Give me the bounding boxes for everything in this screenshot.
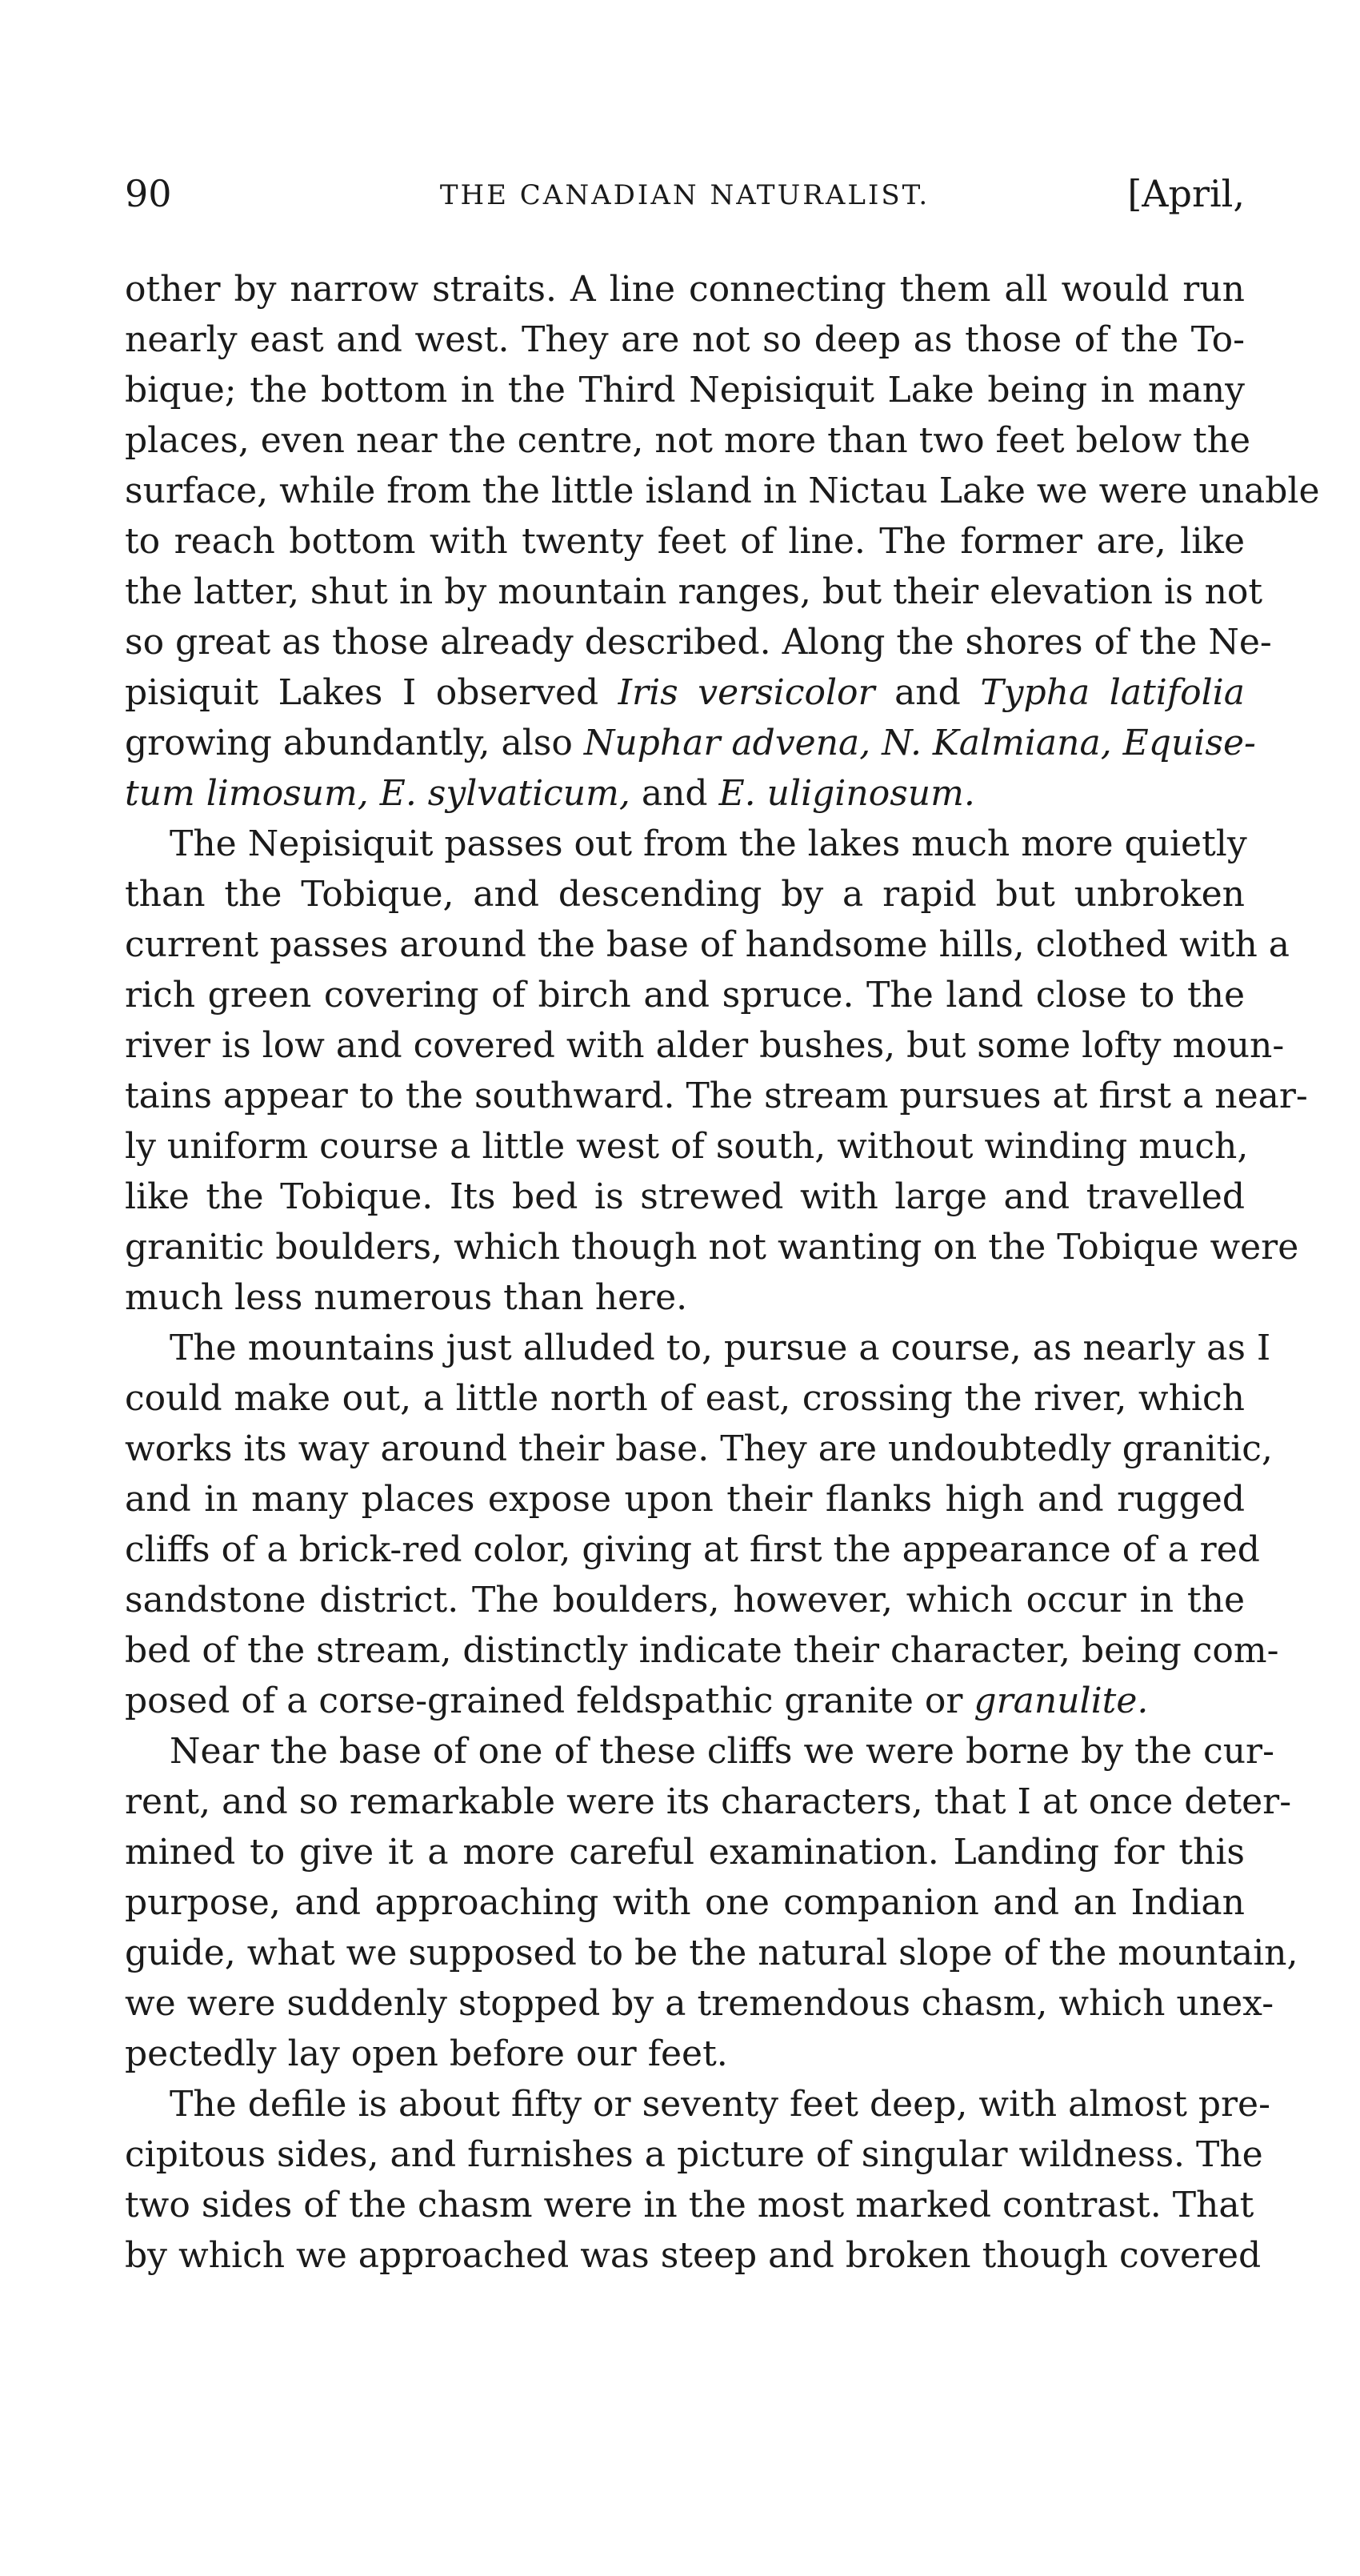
text-line: ly uniform course a little west of south, without winding much, xyxy=(125,1126,1249,1167)
text-line: so great as those already described. Along the shores of the Ne- xyxy=(125,622,1272,663)
text-line: mined to give it a more careful examination. Landing for this xyxy=(125,1832,1245,1873)
text-line: other by narrow straits. A line connecting them all would run xyxy=(125,269,1245,310)
issue-month: [April, xyxy=(1127,172,1245,215)
text-line: granitic boulders, which though not wanting on the Tobique were xyxy=(125,1227,1299,1268)
text-line: the latter, shut in by mountain ranges, but their elevation is not xyxy=(125,571,1263,612)
paragraph-5 xyxy=(125,2079,1270,2281)
text-line: bed of the stream, distinctly indicate their character, being com- xyxy=(125,1630,1279,1671)
body-text xyxy=(125,264,1320,2281)
paragraph-1 xyxy=(125,264,1320,819)
text-line: could make out, a little north of east, crossing the river, which xyxy=(125,1378,1245,1419)
text-line: like the Tobique. Its bed is strewed with large and travelled xyxy=(125,1176,1245,1217)
text-line: current passes around the base of handsome hills, clothed with a xyxy=(125,924,1290,965)
text-line xyxy=(125,718,1256,768)
text-line xyxy=(125,768,1245,819)
paragraph-2 xyxy=(125,819,1308,1323)
species-name: E. uliginosum. xyxy=(718,773,975,814)
text-line: pectedly lay open before our feet. xyxy=(125,2033,728,2074)
text-line: much less numerous than here. xyxy=(125,1277,688,1318)
species-name: tum limosum, E. sylvaticum, xyxy=(125,773,630,814)
paragraph-3 xyxy=(125,1323,1279,1726)
text-line: to reach bottom with twenty feet of line. The former are, like xyxy=(125,521,1245,562)
text-line: we were suddenly stopped by a tremendous chasm, which unex- xyxy=(125,1983,1274,2024)
text-line: tains appear to the southward. The stream pursues at first a near- xyxy=(125,1076,1308,1116)
rock-name: granulite. xyxy=(974,1681,1149,1721)
paragraph-4 xyxy=(125,1726,1298,2079)
species-name: Iris versicolor xyxy=(618,672,875,713)
text-line: surface, while from the little island in Nictau Lake we were unable xyxy=(125,471,1320,511)
text-line: bique; the bottom in the Third Nepisiquit Lake being in many xyxy=(125,370,1245,411)
text-line: and in many places expose upon their flanks high and rugged xyxy=(125,1479,1245,1520)
text-line: cipitous sides, and furnishes a picture of singular wildness. The xyxy=(125,2134,1263,2175)
text-line: Near the base of one of these cliffs we were borne by the cur- xyxy=(170,1731,1274,1772)
text-line: two sides of the chasm were in the most marked contrast. That xyxy=(125,2185,1254,2225)
text-line: purpose, and approaching with one companion and an Indian xyxy=(125,1882,1245,1923)
text-line: sandstone district. The boulders, however, which occur in the xyxy=(125,1580,1245,1621)
text-line: than the Tobique, and descending by a rapid but unbroken xyxy=(125,874,1245,915)
text-run: and xyxy=(874,672,981,713)
text-line: by which we approached was steep and broken though covered xyxy=(125,2235,1262,2276)
text-line xyxy=(125,1676,1245,1726)
text-line: cliffs of a brick-red color, giving at first the appearance of a red xyxy=(125,1529,1260,1570)
text-line: The defile is about fifty or seventy feet deep, with almost pre- xyxy=(170,2084,1270,2125)
running-head xyxy=(125,170,1245,218)
text-line: river is low and covered with alder bushes, but some lofty moun- xyxy=(125,1025,1285,1066)
text-run: growing abundantly, also xyxy=(125,723,584,763)
text-line: works its way around their base. They are undoubtedly granitic, xyxy=(125,1428,1273,1469)
species-name: Typha latifolia xyxy=(980,672,1245,713)
page-number: 90 xyxy=(125,172,172,215)
text-line: The Nepisiquit passes out from the lakes much more quietly xyxy=(170,823,1247,864)
journal-title: THE CANADIAN NATURALIST. xyxy=(439,179,930,211)
species-name: Nuphar advena, N. Kalmiana, Equise- xyxy=(583,723,1256,763)
text-line: guide, what we supposed to be the natural slope of the mountain, xyxy=(125,1933,1298,1973)
text-run: pisiquit Lakes I observed xyxy=(125,672,618,713)
text-run: and xyxy=(630,773,719,814)
text-line: rich green covering of birch and spruce. The land close to the xyxy=(125,975,1245,1016)
text-line: The mountains just alluded to, pursue a course, as nearly as I xyxy=(170,1328,1271,1368)
text-line: places, even near the centre, not more than two feet below the xyxy=(125,420,1251,461)
text-line: rent, and so remarkable were its characters, that I at once deter- xyxy=(125,1781,1292,1822)
text-line xyxy=(125,667,1245,718)
text-line: nearly east and west. They are not so deep as those of the To- xyxy=(125,319,1245,360)
text-run: posed of a corse-grained feldspathic granite or xyxy=(125,1681,974,1721)
